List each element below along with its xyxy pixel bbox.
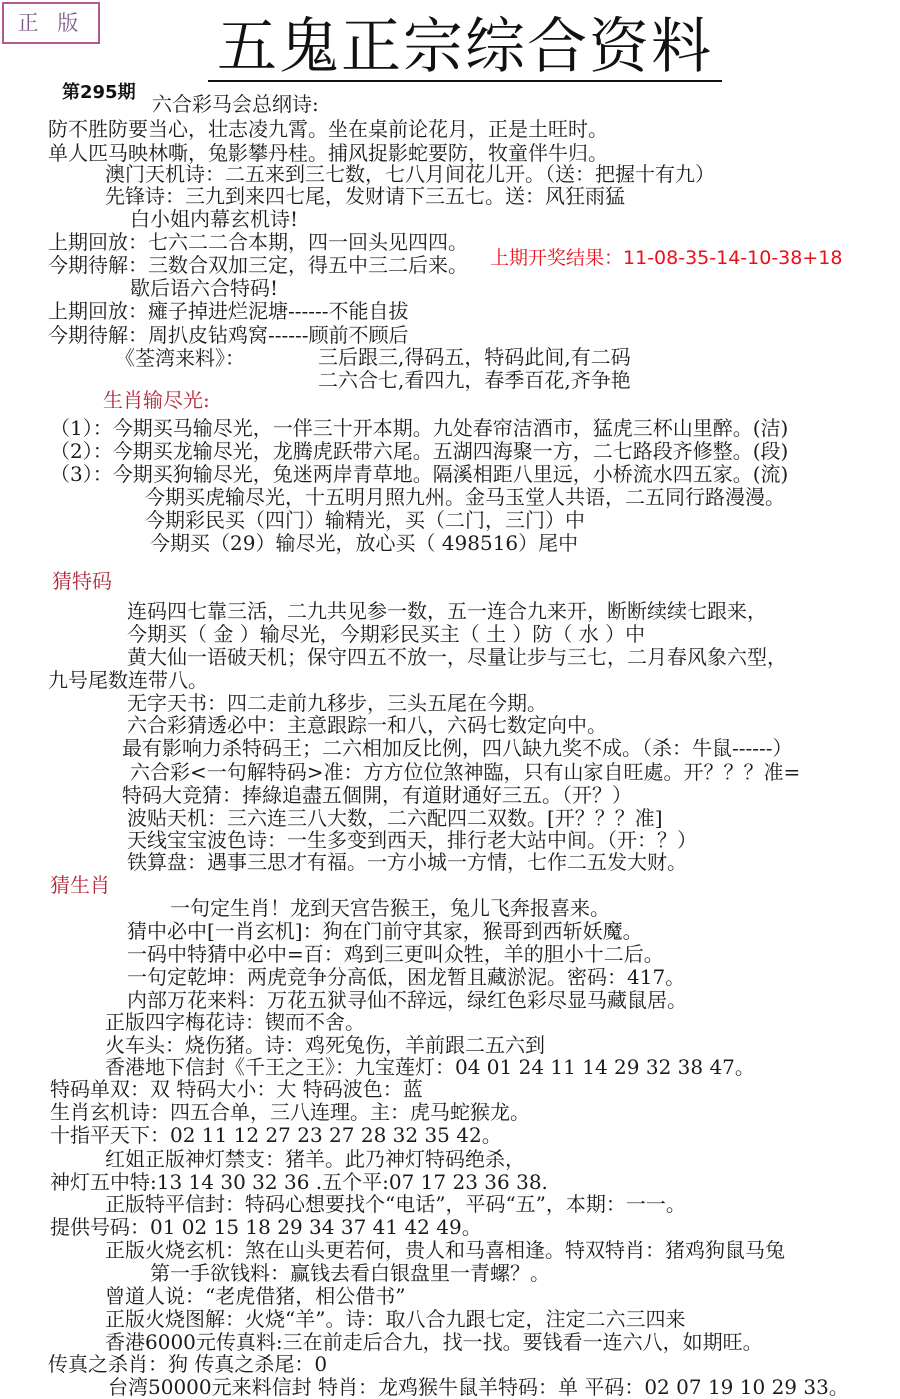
this-issue-line: 今期待解：周扒皮钻鸡窝------顾前不顾后 [48, 323, 409, 347]
poem-line: 单人匹马映林嘶，兔影攀丹桂。捕风捉影蛇要防，牧童伴牛归。 [48, 141, 608, 165]
guess-zodiac-line: 红姐正版神灯禁支：猪羊。此乃神灯特码绝杀， [105, 1147, 525, 1171]
guess-zodiac-line: 一句定生肖！龙到天宫告猴王，兔儿飞奔报喜来。 [170, 896, 610, 920]
guess-zodiac-line: 一码中特猜中必中=百：鸡到三更叫众牲，羊的胆小十二后。 [127, 942, 664, 966]
guess-zodiac-line: 特码单双：双 特码大小：大 特码波色：蓝 [50, 1077, 423, 1101]
zodiac-lose-line: （2）：今期买龙输尽光，龙腾虎跃带六尾。五湖四海聚一方，二七路段齐修整。(段) [50, 439, 789, 463]
guess-special-line: 六合彩<一句解特码>准：方方位位煞神臨，只有山家自旺處。开？？？准= [130, 760, 801, 784]
guess-special-line: 九号尾数连带八。 [48, 668, 208, 692]
guess-zodiac-line: 香港6000元传真料:三在前走后合九，找一找。要钱看一连六八，如期旺。 [105, 1330, 763, 1354]
guess-special-line: 铁算盘：遇事三思才有福。一方小城一方情，七作二五发大财。 [127, 850, 687, 874]
section-heading-guess-special: 猜特码 [52, 569, 112, 593]
last-draw-label: 上期开奖结果： [490, 247, 624, 269]
last-draw-result [490, 247, 842, 270]
guess-zodiac-line: 一句定乾坤：两虎竞争分高低，困龙暂且藏淤泥。密码：417。 [127, 965, 686, 989]
this-issue-line: 今期待解：三数合双加三定，得五中三二后来。 [48, 253, 468, 277]
guess-zodiac-line: 正版火烧玄机：煞在山头更若何，贵人和马喜相逢。特双特肖：猪鸡狗鼠马兔 [105, 1238, 785, 1262]
pioneer-poem: 先锋诗：三九到来四七尾，发财请下三五七。送：风狂雨猛 [105, 184, 625, 208]
zodiac-lose-line: 今期彩民买（四门）输精光，买（二门，三门）中 [145, 508, 585, 532]
quanwan-label: 《荃湾来料》： [115, 346, 245, 370]
quanwan-line: 二六合七,看四九，春季百花,齐争艳 [318, 368, 631, 392]
guess-special-line: 最有影响力杀特码王；二六相加反比例，四八缺九奖不成。（杀：牛鼠------） [122, 736, 793, 760]
guess-zodiac-line: 神灯五中特:13 14 30 32 36 .五个平:07 17 23 36 38. [50, 1170, 548, 1194]
guess-special-line: 黄大仙一语破天机；保守四五不放一，尽量让步与三七，二月春风象六型， [127, 645, 787, 669]
guess-zodiac-line: 生肖玄机诗：四五合单，三八连理。主：虎马蛇猴龙。 [50, 1100, 530, 1124]
edition-badge: 正 版 [2, 2, 100, 44]
zodiac-lose-line: （1）：今期买马输尽光，一伴三十开本期。九处春帘洁酒市，猛虎三杯山里醉。(洁) [50, 416, 789, 440]
section-heading-guess-zodiac: 猜生肖 [50, 873, 110, 897]
guess-zodiac-line: 内部万花来料：万花五狱寻仙不辞远，绿红色彩尽显马藏鼠居。 [127, 988, 687, 1012]
guess-zodiac-line: 猜中必中[一肖玄机]：狗在门前守其家，猴哥到西斩妖魔。 [127, 919, 643, 943]
guess-zodiac-line: 火车头：烧伤猪。诗：鸡死兔伤，羊前跟二五六到 [105, 1033, 545, 1057]
guess-special-line: 特码大竞猜：捧綠追盡五個開，有道財通好三五。（开？） [122, 783, 632, 807]
guess-zodiac-line: 第一手欲钱料：赢钱去看白银盘里一青螺？。 [150, 1261, 550, 1285]
section-heading-zodiac-lose: 生肖输尽光: [103, 388, 210, 412]
last-review-line: 上期回放：瘫子掉进烂泥塘------不能自拔 [48, 299, 409, 323]
zodiac-lose-line: （3）：今期买狗输尽光，兔迷两岸青草地。隔溪相距八里远，小桥流水四五家。(流) [50, 462, 789, 486]
quanwan-line: 三后跟三,得码五，特码此间,有二码 [318, 345, 631, 369]
guess-zodiac-line: 香港地下信封《千王之王》：九宝莲灯：04 01 24 11 14 29 32 38 47。 [105, 1055, 755, 1079]
guess-special-line: 六合彩猜透必中：主意跟踪一和八，六码七数定向中。 [127, 713, 607, 737]
poem-heading: 六合彩马会总纲诗: [152, 92, 319, 116]
guess-special-line: 连码四七靠三活，二九共见参一数，五一连合九来开，断断续续七跟来， [127, 599, 767, 623]
guess-zodiac-line: 正版火烧图解：火烧“羊”。诗：取八合九跟七定，注定二六三四来 [105, 1307, 686, 1331]
xiehouyu-heading: 歇后语六合特码! [130, 276, 279, 300]
page-title: 五鬼正宗综合资料 [208, 14, 722, 82]
issue-number: 第295期 [62, 82, 136, 103]
guess-zodiac-line: 正版四字梅花诗：锲而不舍。 [105, 1010, 365, 1034]
guess-special-line: 天线宝宝波色诗：一生多变到西天，排行老大站中间。（开：？） [127, 828, 697, 852]
guess-zodiac-line: 十指平天下：02 11 12 27 23 27 28 32 35 42。 [50, 1123, 502, 1147]
guess-zodiac-line: 正版特平信封：特码心想要找个“电话”，平码“五”，本期：一一。 [105, 1192, 686, 1216]
guess-zodiac-line: 台湾50000元来料信封 特肖：龙鸡猴牛鼠羊特码：单 平码：02 07 19 10 29 33。 [108, 1375, 849, 1399]
guess-special-line: 无字天书：四二走前九移步，三头五尾在今期。 [127, 691, 547, 715]
last-review-line: 上期回放：七六二二合本期，四一回头见四四。 [48, 230, 468, 254]
guess-special-line: 今期买（ 金 ）输尽光，今期彩民买主（ 土 ）防（ 水 ）中 [127, 622, 646, 646]
guess-special-line: 波贴天机：三六连三八大数，二六配四二双数。[开？？？准] [127, 806, 663, 830]
poem-line: 防不胜防要当心，壮志凌九霄。坐在桌前论花月，正是土旺时。 [48, 117, 608, 141]
macau-poem: 澳门天机诗：二五来到三七数，七八月间花儿开。（送：把握十有九） [105, 162, 715, 186]
bai-xiaojie-heading: 白小姐内幕玄机诗! [130, 207, 299, 231]
zodiac-lose-line: 今期买（29）输尽光，放心买（ 498516）尾中 [150, 531, 579, 555]
guess-zodiac-line: 提供号码：01 02 15 18 29 34 37 41 42 49。 [50, 1215, 482, 1239]
zodiac-lose-line: 今期买虎输尽光，十五明月照九州。金马玉堂人共语，二五同行路漫漫。 [145, 485, 785, 509]
guess-zodiac-line: 传真之杀肖：狗 传真之杀尾：0 [48, 1352, 328, 1376]
last-draw-numbers: 11-08-35-14-10-38+18 [623, 247, 843, 269]
guess-zodiac-line: 曾道人说：“老虎借猪，相公借书” [105, 1284, 406, 1308]
